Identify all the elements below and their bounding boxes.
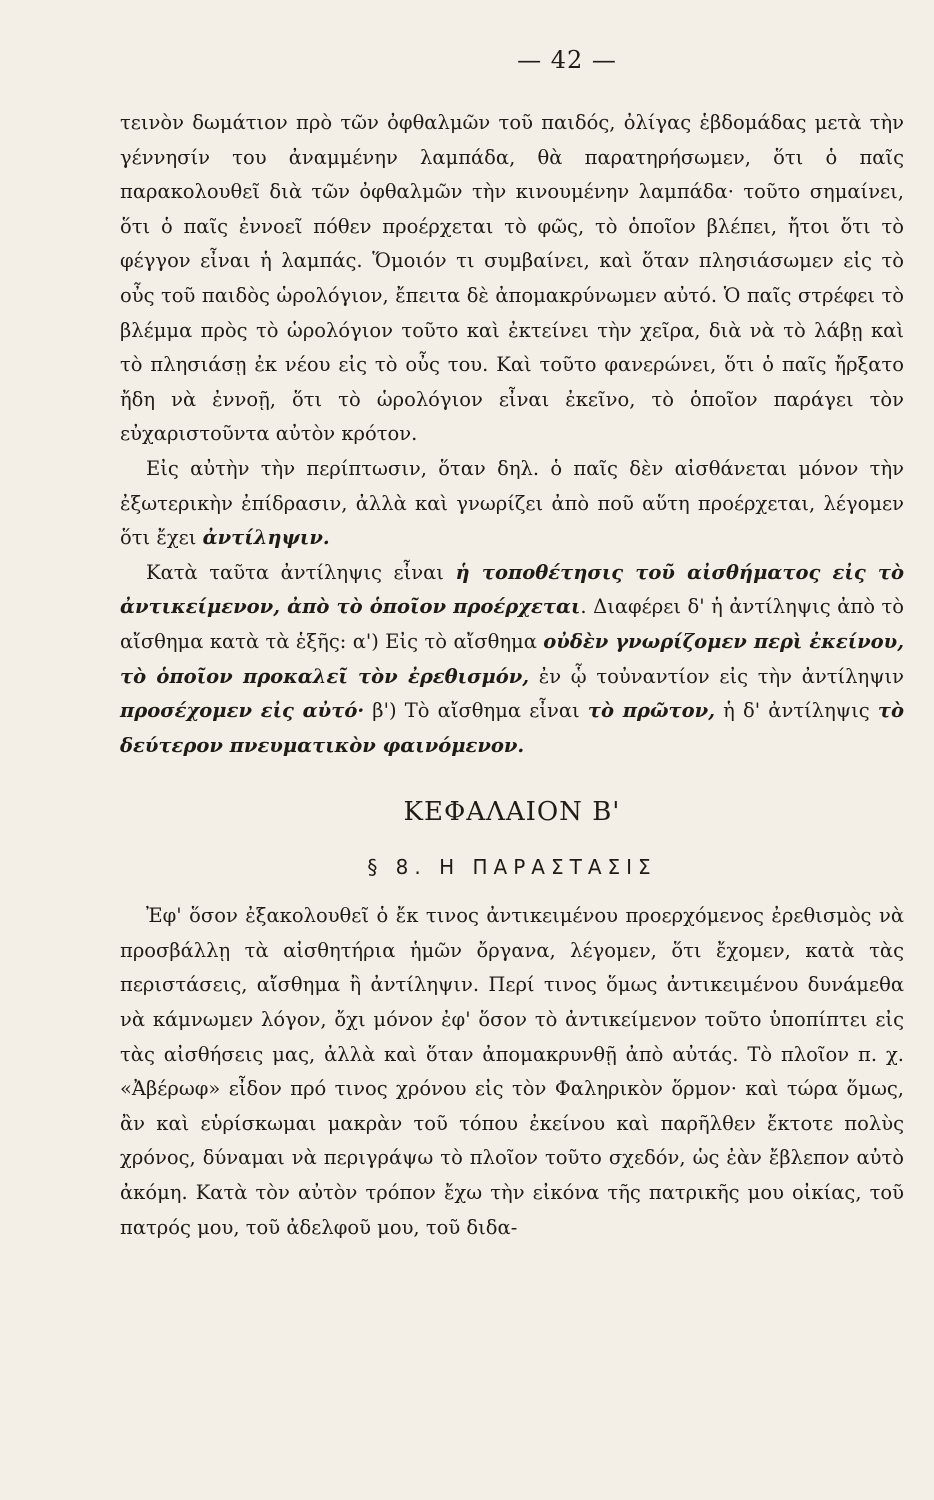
emphasis-point-a: οὐδὲν γνωρίζομεν περὶ ἐκείνου, τὸ ὁποῖον προκαλεῖ τὸν ἐρεθισμόν, <box>120 629 905 688</box>
paragraph-perception-example: τεινὸν δωμάτιον πρὸ τῶν ὀφθαλμῶν τοῦ παιδός, ὀλίγας ἑβδομάδας μετὰ τὴν γέννησίν του ἀναμμένην λαμπάδα, θὰ παρατηρήσωμεν, ὅτι ὁ παῖς παρακολουθεῖ διὰ τῶν ὀφθαλμῶν τὴν κινουμένην λαμπάδα· τοῦτο σημαίνει, ὅτι ὁ παῖς ἐννοεῖ πόθεν προέρχεται τὸ φῶς, τὸ ὁποῖον βλέπει, ἤτοι ὅτι τὸ φέγγον εἶναι ἡ λαμπάς. Ὅμοιόν τι συμβαίνει, καὶ ὅταν πλησιάσωμεν εἰς τὸ οὖς τοῦ παιδὸς ὡρολόγιον, ἔπειτα δὲ ἀπομακρύνωμεν αὐτό. Ὁ παῖς στρέφει τὸ βλέμμα πρὸς τὸ ὡρολόγιον τοῦτο καὶ ἐκτείνει τὴν χεῖρα, διὰ νὰ τὸ λάβῃ καὶ τὸ πλησιάσῃ ἐκ νέου εἰς τὸ οὖς του. Καὶ τοῦτο φανερώνει, ὅτι ὁ παῖς ἤρξατο ἤδη νὰ ἐννοῇ, ὅτι τὸ ὡρολόγιον εἶναι ἐκεῖνο, τὸ ὁποῖον παράγει τὸν εὐχαριστοῦντα αὐτὸν κρότον. <box>120 111 904 446</box>
paragraph-text: Εἰς αὐτὴν τὴν περίπτωσιν, ὅταν δηλ. ὁ παῖς δὲν αἰσθάνεται μόνον τὴν ἐξωτερικὴν ἐπίδρασιν, ἀλλὰ καὶ γνωρίζει ἀπὸ ποῦ αὕτη προέρχεται, λέγομεν ὅτι ἔχει <box>120 456 904 550</box>
paragraph-text: . Διαφέρει δ' ἡ ἀντίληψις ἀπὸ τὸ αἴσθημα κατὰ τὰ ἑξῆς: α') Εἰς τὸ αἴσθημα <box>120 595 904 653</box>
paragraph-perception-vs-sensation <box>120 556 904 764</box>
section-title: § 8. Η ΠΑΡΑΣΤΑΣΙΣ <box>367 855 657 880</box>
emphasis-definition: ἡ τοποθέτησις τοῦ αἰσθήματος εἰς τὸ ἀντικείμενον, ἀπὸ τὸ ὁποῖον προέρχεται <box>120 560 904 619</box>
paragraph-text: β') Τὸ αἴσθημα εἶναι <box>364 699 588 723</box>
paragraph-text: Κατὰ ταῦτα ἀντίληψις εἶναι <box>146 560 456 584</box>
emphasis-point-b-first: τὸ πρῶτον, <box>587 699 715 723</box>
paragraph-text: ἐν ᾧ τοὐναντίον εἰς τὴν ἀντίληψιν <box>529 664 905 688</box>
emphasis-term: ἀντίληψιν. <box>202 526 330 550</box>
paragraph-text: ἡ δ' ἀντίληψις <box>714 699 878 723</box>
paragraph-representation: Ἐφ' ὅσον ἐξακολουθεῖ ὁ ἔκ τινος ἀντικειμένου προερχόμενος ἐρεθισμὸς νὰ προσβάλλῃ τὰ αἰσθητήρια ἡμῶν ὄργανα, λέγομεν, ὅτι ἔχομεν, κατὰ τὰς περιστάσεις, αἴσθημα ἢ ἀντίληψιν. Περί τινος ὅμως ἀντικειμένου δυνάμεθα νὰ κάμνωμεν λόγον, ὄχι μόνον ἐφ' ὅσον τὸ ἀντικείμενον τοῦτο ὑποπίπτει εἰς τὰς αἰσθήσεις μας, ἀλλὰ καὶ ὅταν ἀπομακρυνθῇ ἀπὸ αὐτάς. Τὸ πλοῖον π. χ. «Ἀβέρωφ» εἶδον πρό τινος χρόνου εἰς τὸν Φαληρικὸν ὅρμον· καὶ τώρα ὅμως, ἂν καὶ εὑρίσκωμαι μακρὰν τοῦ τόπου ἐκείνου καὶ παρῆλθεν ἔκτοτε πολὺς χρόνος, δύναμαι νὰ περιγράψω τὸ πλοῖον τοῦτο σχεδόν, ὡς ἐὰν ἔβλεπον αὐτὸ ἀκόμη. Κατὰ τὸν αὐτὸν τρόπον ἔχω τὴν εἰκόνα τῆς πατρικῆς μου οἰκίας, τοῦ πατρός μου, τοῦ ἀδελφοῦ μου, τοῦ διδα- <box>120 904 904 1239</box>
paragraph-perception-definition-intro <box>120 452 904 556</box>
chapter-title: ΚΕΦΑΛΑΙΟΝ Β' <box>403 797 621 828</box>
emphasis-point-b-second: τὸ δεύτερον πνευματικὸν φαινόμενον. <box>120 699 904 757</box>
page-number: — 42 — <box>517 46 617 74</box>
emphasis-point-a-contrast: προσέχομεν εἰς αὐτό· <box>120 699 365 723</box>
